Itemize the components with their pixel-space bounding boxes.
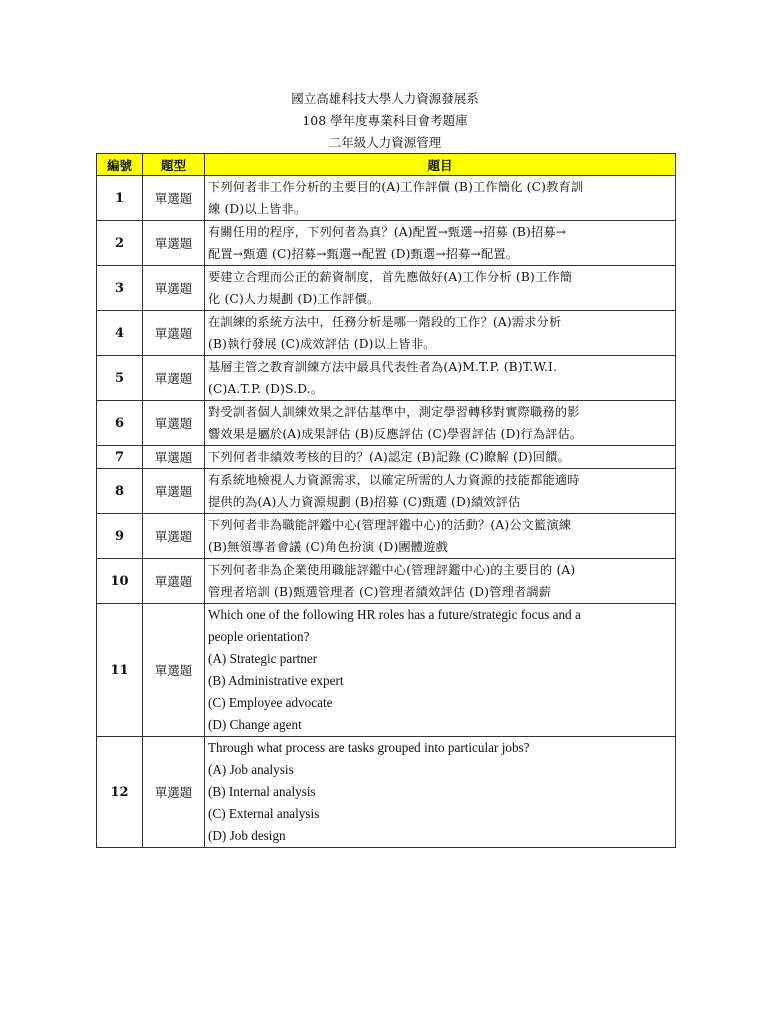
question-line: 有關任用的程序，下列何者為真？(A)配置→甄選→招募 (B)招募→ <box>208 225 567 239</box>
question-number: 6 <box>97 401 143 446</box>
question-line: (D) Change agent <box>208 717 302 732</box>
question-text <box>205 469 676 514</box>
table-row <box>97 311 676 356</box>
question-line: (A) Strategic partner <box>208 651 318 666</box>
question-line: (C) External analysis <box>208 806 320 821</box>
table-row <box>97 401 676 446</box>
column-header-number: 編號 <box>97 154 143 176</box>
question-text <box>205 737 676 848</box>
table-row <box>97 469 676 514</box>
question-number: 5 <box>97 356 143 401</box>
question-number: 9 <box>97 514 143 559</box>
question-line: (B)執行發展 (C)成效評估 (D)以上皆非。 <box>208 337 436 351</box>
question-number: 10 <box>97 559 143 604</box>
question-line: 在訓練的系統方法中，任務分析是哪一階段的工作？(A)需求分析 <box>208 315 562 329</box>
question-line: 配置→甄選 (C)招募→甄選→配置 (D)甄選→招募→配置。 <box>208 247 519 261</box>
question-number: 11 <box>97 604 143 737</box>
question-text <box>205 401 676 446</box>
table-row <box>97 446 676 469</box>
question-type: 單選題 <box>143 311 205 356</box>
question-line: 提供的為(A)人力資源規劃 (B)招募 (C)甄選 (D)績效評估 <box>208 495 521 509</box>
question-line: Which one of the following HR roles has a future/strategic focus and a <box>208 607 581 622</box>
question-line: 下列何者非工作分析的主要目的(A)工作評價 (B)工作簡化 (C)教育訓 <box>208 180 584 194</box>
question-text <box>205 176 676 221</box>
column-header-question: 題目 <box>205 154 676 176</box>
school-title: 國立高雄科技大學人力資源發展系 <box>291 91 479 106</box>
exam-title: 108 學年度專業科目會考題庫 <box>302 113 468 128</box>
question-text <box>205 559 676 604</box>
question-line: Through what process are tasks grouped into particular jobs? <box>208 740 530 755</box>
table-header-row <box>97 154 676 176</box>
question-text <box>205 446 676 469</box>
question-line: (B) Internal analysis <box>208 784 316 799</box>
question-line: 響效果是屬於(A)成果評估 (B)反應評估 (C)學習評估 (D)行為評估。 <box>208 427 583 441</box>
question-line: 下列何者非為企業使用職能評鑑中心(管理評鑑中心)的主要目的 (A) <box>208 563 576 577</box>
question-line: 有系統地檢視人力資源需求，以確定所需的人力資源的技能都能適時 <box>208 473 580 487</box>
question-type: 單選題 <box>143 176 205 221</box>
question-number: 2 <box>97 221 143 266</box>
question-line: 下列何者非為職能評鑑中心(管理評鑑中心)的活動？(A)公文籃演練 <box>208 518 572 532</box>
table-row <box>97 514 676 559</box>
question-number: 3 <box>97 266 143 311</box>
table-row <box>97 266 676 311</box>
question-type: 單選題 <box>143 604 205 737</box>
question-number: 4 <box>97 311 143 356</box>
question-text <box>205 356 676 401</box>
question-line: 對受訓者個人訓練效果之評估基準中，測定學習轉移對實際職務的影 <box>208 405 580 419</box>
question-number: 8 <box>97 469 143 514</box>
question-type: 單選題 <box>143 446 205 469</box>
table-row <box>97 221 676 266</box>
question-line: 下列何者非績效考核的目的？(A)認定 (B)記錄 (C)瞭解 (D)回饋。 <box>208 450 571 464</box>
question-number: 7 <box>97 446 143 469</box>
question-line: 管理者培訓 (B)甄選管理者 (C)管理者績效評估 (D)管理者調薪 <box>208 585 552 599</box>
question-line: (B) Administrative expert <box>208 673 344 688</box>
table-row <box>97 176 676 221</box>
question-line: (C) Employee advocate <box>208 695 333 710</box>
question-type: 單選題 <box>143 559 205 604</box>
question-line: 要建立合理而公正的薪資制度，首先應做好(A)工作分析 (B)工作簡 <box>208 270 573 284</box>
question-line: (A) Job analysis <box>208 762 294 777</box>
question-text <box>205 266 676 311</box>
question-type: 單選題 <box>143 737 205 848</box>
question-line: 化 (C)人力規劃 (D)工作評價。 <box>208 292 380 306</box>
question-text <box>205 604 676 737</box>
question-text <box>205 514 676 559</box>
question-type: 單選題 <box>143 469 205 514</box>
question-table <box>96 153 676 848</box>
question-text <box>205 311 676 356</box>
question-line: people orientation? <box>208 629 310 644</box>
subject-title: 二年級人力資源管理 <box>328 135 442 150</box>
document-header <box>0 88 770 154</box>
table-row <box>97 559 676 604</box>
table-row <box>97 604 676 737</box>
table-row <box>97 356 676 401</box>
question-line: (D) Job design <box>208 828 286 843</box>
question-type: 單選題 <box>143 401 205 446</box>
question-number: 12 <box>97 737 143 848</box>
question-type: 單選題 <box>143 221 205 266</box>
question-line: (C)A.T.P. (D)S.D.。 <box>208 382 324 396</box>
question-type: 單選題 <box>143 514 205 559</box>
question-type: 單選題 <box>143 266 205 311</box>
column-header-type: 題型 <box>143 154 205 176</box>
question-number: 1 <box>97 176 143 221</box>
table-row <box>97 737 676 848</box>
question-line: 基層主管之教育訓練方法中最具代表性者為(A)M.T.P. (B)T.W.I. <box>208 360 558 374</box>
question-type: 單選題 <box>143 356 205 401</box>
question-line: 練 (D)以上皆非。 <box>208 202 307 216</box>
question-line: (B)無領導者會議 (C)角色扮演 (D)團體遊戲 <box>208 540 448 554</box>
question-text <box>205 221 676 266</box>
